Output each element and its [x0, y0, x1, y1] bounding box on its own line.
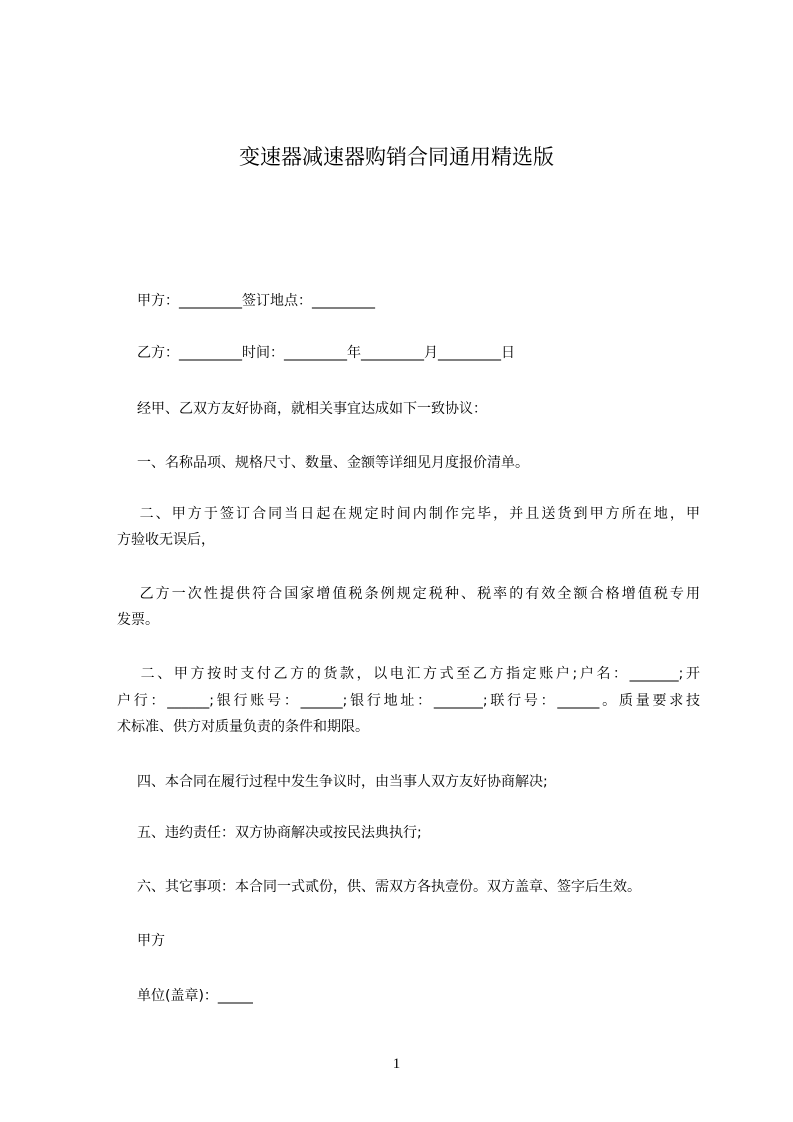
party-b-line: 乙方：_________时间：_________年_________月_________日 — [137, 345, 515, 361]
clause-3-line-1: 二、甲方按时支付乙方的货款，以电汇方式至乙方指定账户;户名：_______;开 — [117, 666, 700, 682]
clause-4: 四、本合同在履行过程中发生争议时，由当事人双方友好协商解决; — [137, 774, 548, 790]
page-number: 1 — [392, 1056, 401, 1072]
signature-party: 甲方 — [137, 933, 165, 949]
party-a-line: 甲方：_________签订地点：_________ — [137, 293, 375, 309]
clause-5: 五、违约责任：双方协商解决或按民法典执行; — [137, 825, 422, 841]
document-title: 变速器减速器购销合同通用精选版 — [239, 145, 554, 169]
intro-paragraph: 经甲、乙双方友好协商，就相关事宜达成如下一致协议： — [137, 401, 487, 417]
clause-2-line-1: 二、甲方于签订合同当日起在规定时间内制作完毕，并且送货到甲方所在地，甲 — [117, 506, 700, 522]
clause-1: 一、名称品项、规格尺寸、数量、金额等详细见月度报价清单。 — [137, 455, 529, 471]
clause-3-line-3: 术标准、供方对质量负责的条件和期限。 — [117, 719, 369, 735]
clause-2-line-2: 方验收无误后， — [117, 532, 215, 548]
clause-3-line-2: 户行：______;银行账号：______;银行地址：_______;联行号：______。质量要求技 — [117, 693, 700, 709]
clause-6: 六、其它事项：本合同一式贰份，供、需双方各执壹份。双方盖章、签字后生效。 — [137, 879, 641, 895]
clause-2b-line-2: 发票。 — [117, 612, 159, 628]
signature-unit: 单位(盖章)：_____ — [137, 988, 253, 1004]
clause-2b-line-1: 乙方一次性提供符合国家增值税条例规定税种、税率的有效全额合格增值税专用 — [117, 586, 700, 602]
